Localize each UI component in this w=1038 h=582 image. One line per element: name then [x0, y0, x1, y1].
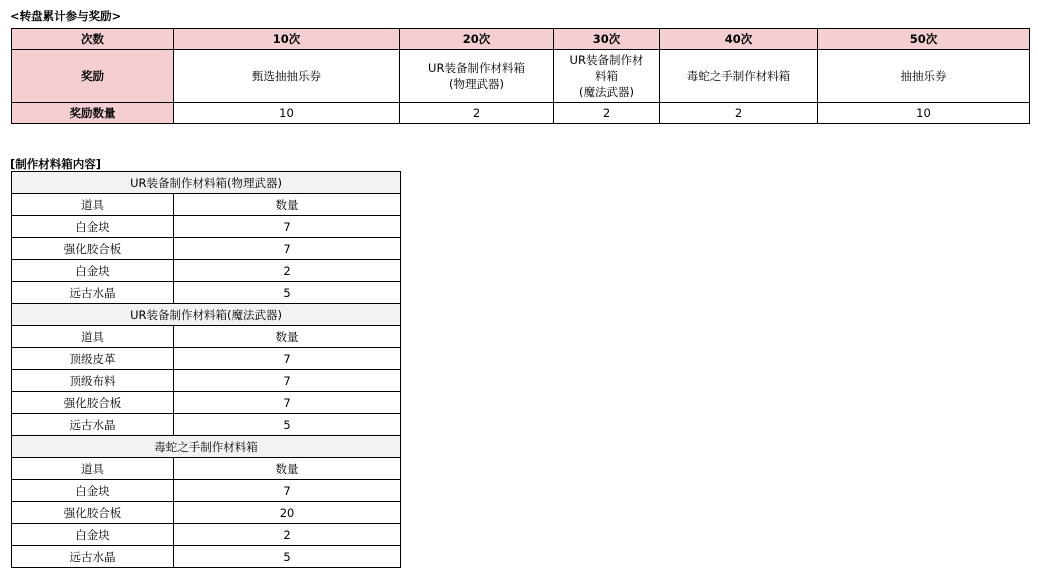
column-header-item: 道具	[12, 194, 174, 216]
item-name: 白金块	[12, 524, 174, 546]
section-title-box-contents: [制作材料箱内容]	[10, 157, 102, 171]
material-box-contents-table	[11, 171, 401, 568]
item-qty: 7	[174, 392, 401, 414]
box-title-row	[12, 304, 401, 326]
count-cell: 10	[818, 103, 1030, 124]
reward-cell	[818, 50, 1030, 103]
column-header-qty: 数量	[174, 194, 401, 216]
column-header-qty: 数量	[174, 326, 401, 348]
table-row	[12, 414, 401, 436]
milestone-cell: 50次	[818, 29, 1030, 50]
reward-text: UR装备制作材 料箱 (魔法武器)	[569, 53, 644, 99]
reward-cell	[554, 50, 660, 103]
column-header-row	[12, 458, 401, 480]
item-qty: 7	[174, 238, 401, 260]
item-name: 白金块	[12, 260, 174, 282]
milestone-cell: 10次	[174, 29, 400, 50]
milestone-cell: 20次	[400, 29, 554, 50]
row-label-count: 奖励数量	[12, 103, 174, 124]
table-row	[12, 392, 401, 414]
table-row	[12, 524, 401, 546]
reward-cell	[400, 50, 554, 103]
column-header-row	[12, 326, 401, 348]
table-row-rewards	[12, 50, 1030, 103]
row-label-reward: 奖励	[12, 50, 174, 103]
reward-cell	[660, 50, 818, 103]
table-row	[12, 238, 401, 260]
item-qty: 20	[174, 502, 401, 524]
item-qty: 7	[174, 216, 401, 238]
item-name: 顶级皮革	[12, 348, 174, 370]
column-header-qty: 数量	[174, 458, 401, 480]
table-row-milestones	[12, 29, 1030, 50]
item-qty: 5	[174, 282, 401, 304]
count-cell: 2	[554, 103, 660, 124]
table-row	[12, 260, 401, 282]
cumulative-reward-table	[11, 28, 1030, 124]
item-name: 强化胶合板	[12, 238, 174, 260]
table-row	[12, 546, 401, 568]
item-name: 白金块	[12, 480, 174, 502]
section-title-rewards: <转盘累计参与奖励>	[10, 9, 122, 23]
column-header-item: 道具	[12, 458, 174, 480]
milestone-cell: 30次	[554, 29, 660, 50]
count-cell: 2	[400, 103, 554, 124]
item-name: 强化胶合板	[12, 392, 174, 414]
item-qty: 5	[174, 414, 401, 436]
milestone-cell: 40次	[660, 29, 818, 50]
reward-text: 甄选抽抽乐券	[252, 69, 321, 83]
item-qty: 7	[174, 480, 401, 502]
box-title-row	[12, 172, 401, 194]
column-header-row	[12, 194, 401, 216]
reward-text: 毒蛇之手制作材料箱	[686, 69, 791, 83]
table-row	[12, 502, 401, 524]
item-qty: 2	[174, 524, 401, 546]
item-name: 远古水晶	[12, 282, 174, 304]
item-qty: 5	[174, 546, 401, 568]
table-row	[12, 282, 401, 304]
count-cell: 10	[174, 103, 400, 124]
table-row-counts	[12, 103, 1030, 124]
table-row	[12, 348, 401, 370]
item-name: 强化胶合板	[12, 502, 174, 524]
box-title-row	[12, 436, 401, 458]
table-row	[12, 216, 401, 238]
item-name: 远古水晶	[12, 546, 174, 568]
reward-text: 抽抽乐券	[900, 69, 947, 83]
box-title: UR装备制作材料箱(魔法武器)	[12, 304, 401, 326]
item-qty: 7	[174, 370, 401, 392]
count-cell: 2	[660, 103, 818, 124]
box-title: UR装备制作材料箱(物理武器)	[12, 172, 401, 194]
column-header-item: 道具	[12, 326, 174, 348]
item-qty: 2	[174, 260, 401, 282]
table-row	[12, 370, 401, 392]
table-row	[12, 480, 401, 502]
item-name: 顶级布料	[12, 370, 174, 392]
box-title: 毒蛇之手制作材料箱	[12, 436, 401, 458]
item-name: 远古水晶	[12, 414, 174, 436]
reward-cell	[174, 50, 400, 103]
item-name: 白金块	[12, 216, 174, 238]
reward-text: UR装备制作材料箱 (物理武器)	[428, 61, 525, 91]
item-qty: 7	[174, 348, 401, 370]
header-cell-count-label: 次数	[12, 29, 174, 50]
